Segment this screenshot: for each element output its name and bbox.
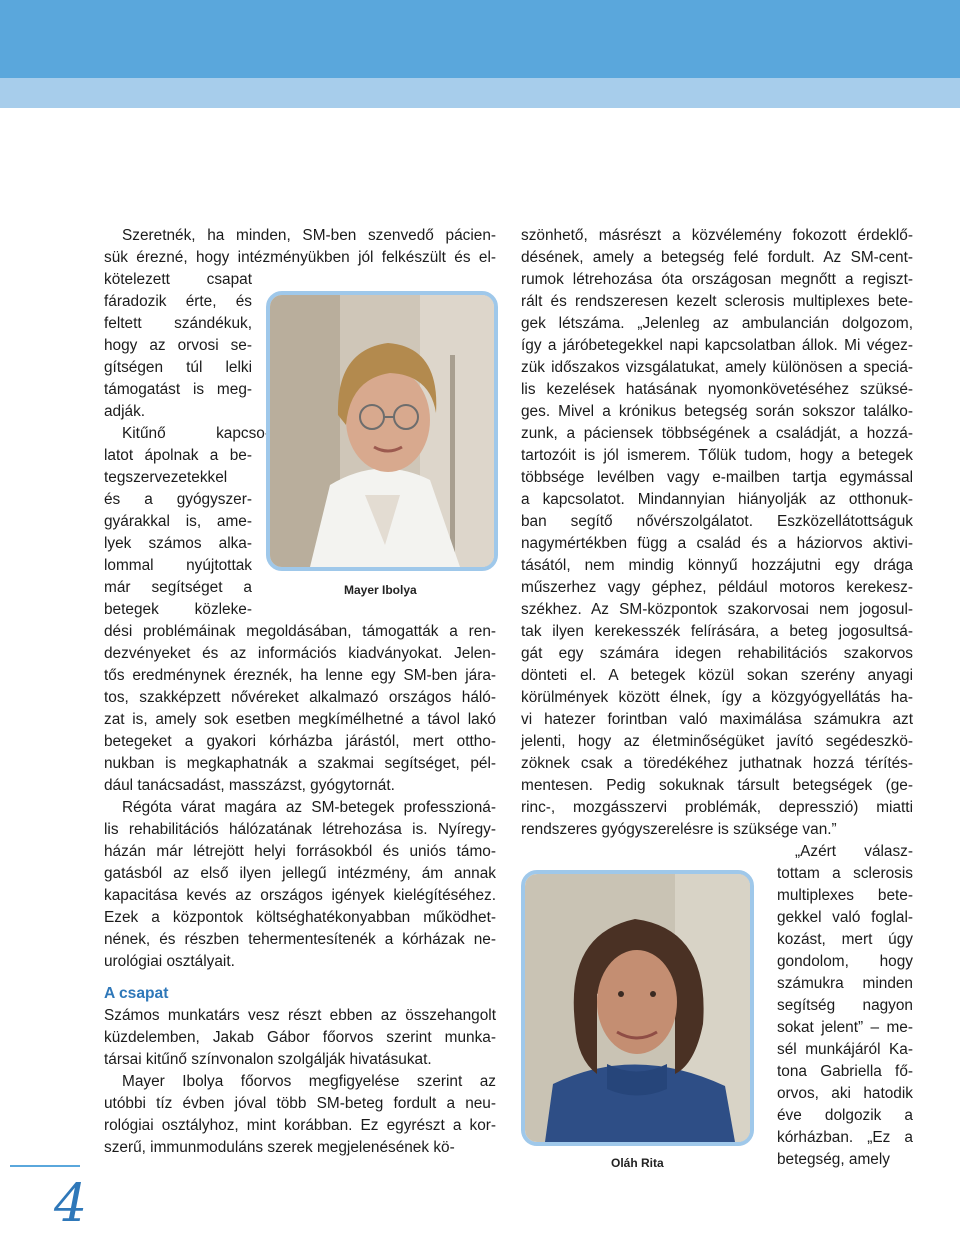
right-column-narrow — [777, 841, 913, 1171]
text-line: Kitűnő kapcso- — [122, 425, 270, 442]
header-band — [0, 0, 960, 78]
text-line: hogy az orvosi se- — [104, 337, 252, 354]
text-line: zük időszakos vizsgálatukat, amely különösen a speciá- — [521, 359, 913, 376]
text-line: nagymértékben függ a család és a háziorvos aktivi- — [521, 535, 913, 552]
text-line: rendszeres gyógyszerelésre is szüksége van.” — [521, 821, 837, 838]
photo-caption: Mayer Ibolya — [344, 583, 417, 597]
left-block-4 — [104, 1071, 496, 1159]
text-line: sél munkájáról Ka- — [777, 1041, 913, 1058]
page-number-rule — [10, 1165, 80, 1167]
left-block-3 — [104, 1005, 496, 1071]
text-line: dául tanácsadást, masszázst, gyógytornát. — [104, 777, 395, 794]
text-line: jelenti, hogy az életminőségüket javító segédeszkö- — [521, 733, 913, 750]
text-line: zat is, amely sok esetben megkímélhetné a távol lakó — [104, 711, 496, 728]
text-line: ban segítő nővérszolgálatot. Eszközellátottságuk — [521, 513, 913, 530]
text-line: lyek számos alka- — [104, 535, 252, 552]
text-line: gekkel való foglal- — [777, 909, 913, 926]
text-line: sük érezné, hogy intézményükben jól felkészült és el- — [104, 249, 496, 266]
text-line: lis kezelések hatásának nyomonkövetéséhez szüksé- — [521, 381, 913, 398]
text-line: házán már létrejött helyi forrásokból és uniós támo- — [104, 843, 496, 860]
text-line: tásától, nem mindig könnyű hozzájutni egy drága — [521, 557, 913, 574]
text-line: betegeket a gyakori kórházba járástól, mert ottho- — [104, 733, 496, 750]
text-line: tartozóit is jól ismerem. Tőlük tudom, hogy a betegek — [521, 447, 913, 464]
text-line: kapacitása kevés az országos igények kielégítéséhez. — [104, 887, 496, 904]
text-line: ges. Mivel a krónikus betegség során sokszor találko- — [521, 403, 913, 420]
text-line: zunk, a páciensek többségének a családját, a hozzá- — [521, 425, 913, 442]
text-line: székhez. Az SM-központok szakorvosai nem jogosul- — [521, 601, 913, 618]
header-band-light — [0, 78, 960, 108]
text-line: társai kitűnő színvonalon szolgálják hivatásukat. — [104, 1051, 432, 1068]
right-block-2 — [777, 841, 913, 1171]
text-line: Mayer Ibolya főorvos megfigyelése szerint az — [122, 1073, 496, 1090]
text-line: betegség, amely — [777, 1151, 890, 1168]
text-line: feltett szándékuk, — [104, 315, 252, 332]
text-line: dési problémáinak megoldásában, támogatták a ren- — [104, 623, 496, 640]
text-line: nének, és részben tehermentesítenék a kórházak ne- — [104, 931, 496, 948]
text-line: gyárakkal is, ame- — [104, 513, 252, 530]
text-line: vi hatezer forintban való maximálása számukra azt — [521, 711, 913, 728]
text-line: rált és rendszeresen kezelt sclerosis multiplexes bete- — [521, 293, 913, 310]
text-line: fáradozik érte, és — [104, 293, 252, 310]
text-line: gondolom, hogy — [777, 953, 913, 970]
section-heading: A csapat — [104, 985, 169, 1002]
text-line: dönteti el. A betegek közül sokan szerény anyagi — [521, 667, 913, 684]
text-line: multiplexes bete- — [777, 887, 913, 904]
text-line: latot ápolnak a be- — [104, 447, 252, 464]
text-line: tős eredménynek éreznék, ha lenne egy SM-ben jára- — [104, 667, 496, 684]
text-line: a kapcsolatot. Mindannyian hiányolják az otthonuk- — [521, 491, 913, 508]
text-line: rológiai osztályhoz, mint korábban. Ez egyrészt a kor- — [104, 1117, 496, 1134]
text-line: tona Gabriella fő- — [777, 1063, 913, 1080]
text-line: szerű, immunmoduláns szerek megjelenésének kö- — [104, 1139, 455, 1156]
text-line: lis rehabilitációs hálózatának létrehozása is. Nyíregy- — [104, 821, 496, 838]
photo-olah-rita — [521, 870, 754, 1146]
text-line: mentesen. Pedig sokuknak társult betegségek (ge- — [521, 777, 913, 794]
text-line: tos, szakképzett nővéreket alkalmazó országos háló- — [104, 689, 496, 706]
right-block-1 — [521, 225, 913, 841]
text-line: műszerhez vagy géphez, például motoros kerekesz- — [521, 579, 913, 596]
text-line: zöknek csak a töredékéhez juthatnak hozzá térítés- — [521, 755, 913, 772]
text-line: körülmények között élnek, így a közgyógyellátás ha- — [521, 689, 913, 706]
text-line: szönhető, másrészt a közvélemény fokozott érdeklő- — [521, 227, 913, 244]
text-line: lommal nyújtottak — [104, 557, 252, 574]
text-line: sokat jelent” – me- — [777, 1019, 913, 1036]
text-line: tak ilyen kerekesszék felírására, a beteg jogosultsá- — [521, 623, 913, 640]
text-line: éve dolgozik a — [777, 1107, 913, 1124]
text-line: désének, amely a betegség felé fordult. Az SM-cent- — [521, 249, 913, 266]
text-line: tegszervezetekkel — [104, 469, 228, 486]
text-line: Szeretnék, ha minden, SM-ben szenvedő pácien- — [122, 227, 496, 244]
right-column — [521, 225, 913, 841]
text-line: adják. — [104, 403, 146, 420]
text-line: urológiai osztályait. — [104, 953, 235, 970]
text-line: utóbbi tíz évben jóval több SM-beteg fordult a neu- — [104, 1095, 496, 1112]
text-line: Számos munkatárs vesz részt ebben az összehangolt — [104, 1007, 496, 1024]
text-line: orvos, aki hatodik — [777, 1085, 913, 1102]
text-line: támogatást is meg- — [104, 381, 252, 398]
text-line: kozást, mert úgy — [777, 931, 913, 948]
portrait-woman-glasses-image — [270, 295, 494, 567]
text-line: így a járóbetegekkel napi kapcsolatban állok. Mi végez- — [521, 337, 913, 354]
text-line: betegek közleke- — [104, 601, 252, 618]
text-line: dezvényeket és az információs kiadványokat. Jelen- — [104, 645, 496, 662]
page-number: 4 — [54, 1174, 88, 1234]
text-line: kötelezett csapat — [104, 271, 252, 288]
text-line: rumok létrehozása óta országosan megnőtt a regiszt- — [521, 271, 913, 288]
text-line: és a gyógyszer- — [104, 491, 252, 508]
text-line: Ezek a központok költséghatékonyabban működhet- — [104, 909, 496, 926]
text-line: Régóta várat magára az SM-betegek professzioná- — [122, 799, 496, 816]
text-line: küzdelemben, Jakab Gábor főorvos szerint munka- — [104, 1029, 496, 1046]
text-line: segítség nagyon — [777, 997, 913, 1014]
text-line: „Azért válasz- — [795, 843, 913, 860]
portrait-woman-blue-sweater-image — [525, 874, 750, 1142]
text-line: gek létszáma. „Jelenleg az ambulancián dolgozom, — [521, 315, 913, 332]
text-line: többsége levélben vagy e-mailben tartja egymással — [521, 469, 913, 486]
text-line: gát egy számára idegen rehabilitációs szakorvos — [521, 645, 913, 662]
text-line: gítségen túl lelki — [104, 359, 252, 376]
text-line: már segítséget a — [104, 579, 252, 596]
photo-caption: Oláh Rita — [611, 1156, 664, 1170]
photo-mayer-ibolya — [266, 291, 498, 571]
left-block-2 — [104, 797, 496, 973]
text-line: gatásból az első ilyen jellegű intézmény, ám annak — [104, 865, 496, 882]
text-line: kórházban. „Ez a — [777, 1129, 913, 1146]
text-line: rinc-, mozgásszervi problémák, depresszió) miatti — [521, 799, 913, 816]
text-line: tottam a sclerosis — [777, 865, 913, 882]
text-line: számukra minden — [777, 975, 913, 992]
text-line: nukban is megkaphatnák a szakmai segítséget, pél- — [104, 755, 496, 772]
